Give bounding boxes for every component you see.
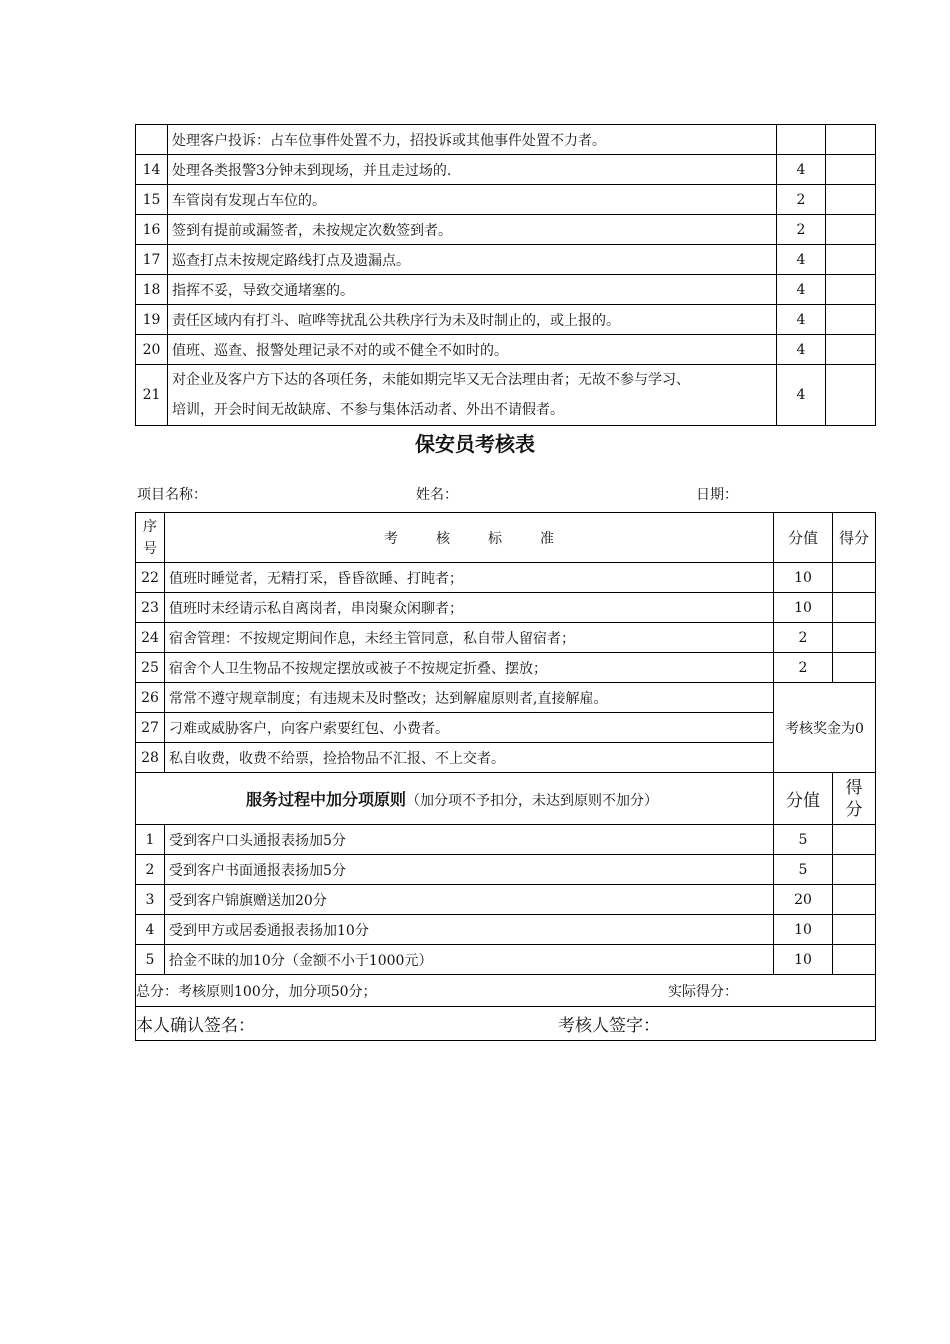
signature-cell — [136, 1007, 876, 1041]
row-number: 17 — [136, 245, 168, 275]
table-row — [136, 125, 876, 155]
self-signature-label: 本人确认签名： — [136, 1016, 255, 1036]
header-criteria-char: 准 — [540, 530, 554, 547]
row-score: 2 — [774, 653, 833, 683]
row-criteria: 受到客户书面通报表扬加5分 — [165, 855, 774, 885]
table-row — [136, 885, 876, 915]
bonus-title: 服务过程中加分项原则 — [246, 790, 407, 809]
row-got-score[interactable] — [833, 563, 876, 593]
bonus-note: （加分项不予扣分，未达到原则不加分） — [406, 793, 659, 809]
row-score: 4 — [777, 275, 826, 305]
row-got-score[interactable] — [833, 885, 876, 915]
row-score: 2 — [777, 215, 826, 245]
row-number: 25 — [136, 653, 165, 683]
row-score: 20 — [774, 885, 833, 915]
table-row — [136, 155, 876, 185]
assessment-table — [135, 512, 876, 1041]
row-number: 20 — [136, 335, 168, 365]
row-criteria: 处理各类报警3分钟未到现场，并且走过场的. — [168, 155, 777, 185]
row-got-score[interactable] — [826, 365, 876, 426]
bonus-header-got-score — [833, 773, 876, 825]
row-score: 10 — [774, 945, 833, 975]
dismissal-note: 考核奖金为0 — [774, 683, 876, 773]
row-criteria-line: 培训，开会时间无故缺席、不参与集体活动者、外出不请假者。 — [172, 402, 564, 418]
row-number: 27 — [136, 713, 165, 743]
row-criteria: 受到客户锦旗赠送加20分 — [165, 885, 774, 915]
row-number: 16 — [136, 215, 168, 245]
project-name-label: 项目名称： — [137, 487, 207, 503]
row-number: 4 — [136, 915, 165, 945]
header-criteria — [165, 513, 774, 563]
header-number-line: 号 — [143, 540, 157, 557]
table-row — [136, 365, 876, 426]
bonus-header-got-line: 得 — [845, 777, 863, 798]
table-row — [136, 825, 876, 855]
name-label: 姓名： — [416, 487, 458, 503]
row-score: 4 — [777, 305, 826, 335]
row-score: 10 — [774, 915, 833, 945]
row-criteria: 常常不遵守规章制度；有违规未及时整改；达到解雇原则者,直接解雇。 — [165, 683, 774, 713]
row-criteria — [168, 365, 777, 426]
reviewer-signature-label: 考核人签字： — [558, 1016, 660, 1036]
row-number: 1 — [136, 825, 165, 855]
header-number-line: 序 — [143, 518, 157, 535]
header-score: 分值 — [774, 513, 833, 563]
row-criteria: 宿舍管理：不按规定期间作息，未经主管同意，私自带人留宿者； — [165, 623, 774, 653]
table-row — [136, 915, 876, 945]
row-score: 2 — [777, 185, 826, 215]
table-row — [136, 713, 876, 743]
row-score: 4 — [777, 155, 826, 185]
bonus-header-row — [136, 773, 876, 825]
row-criteria: 私自收费，收费不给票，捡拾物品不汇报、不上交者。 — [165, 743, 774, 773]
page-title: 保安员考核表 — [415, 432, 535, 456]
table-row — [136, 215, 876, 245]
row-got-score[interactable] — [833, 945, 876, 975]
table-row — [136, 245, 876, 275]
row-criteria: 刁难或威胁客户，向客户索要红包、小费者。 — [165, 713, 774, 743]
table-row — [136, 653, 876, 683]
total-label: 总分：考核原则100分，加分项50分； — [136, 983, 377, 1000]
header-criteria-char: 考 — [384, 530, 398, 547]
row-number: 26 — [136, 683, 165, 713]
table-row — [136, 185, 876, 215]
row-number: 24 — [136, 623, 165, 653]
row-criteria: 车管岗有发现占车位的。 — [168, 185, 777, 215]
row-number: 19 — [136, 305, 168, 335]
header-criteria-char: 标 — [488, 530, 502, 547]
row-number: 15 — [136, 185, 168, 215]
row-score: 4 — [777, 365, 826, 426]
row-got-score[interactable] — [826, 305, 876, 335]
row-got-score[interactable] — [833, 915, 876, 945]
bonus-header — [136, 773, 774, 825]
row-got-score[interactable] — [833, 653, 876, 683]
table-row — [136, 305, 876, 335]
row-criteria: 值班时未经请示私自离岗者，串岗聚众闲聊者； — [165, 593, 774, 623]
row-score: 4 — [777, 335, 826, 365]
row-criteria: 受到客户口头通报表扬加5分 — [165, 825, 774, 855]
row-got-score[interactable] — [826, 185, 876, 215]
row-got-score[interactable] — [826, 245, 876, 275]
table-row — [136, 593, 876, 623]
table-row — [136, 743, 876, 773]
row-got-score[interactable] — [833, 593, 876, 623]
header-number — [136, 513, 165, 563]
row-got-score[interactable] — [833, 623, 876, 653]
row-number: 5 — [136, 945, 165, 975]
total-cell — [136, 975, 876, 1007]
row-criteria: 责任区域内有打斗、喧哗等扰乱公共秩序行为未及时制止的，或上报的。 — [168, 305, 777, 335]
row-criteria: 宿舍个人卫生物品不按规定摆放或被子不按规定折叠、摆放； — [165, 653, 774, 683]
table-row — [136, 275, 876, 305]
row-criteria: 值班、巡查、报警处理记录不对的或不健全不如时的。 — [168, 335, 777, 365]
row-criteria: 巡查打点未按规定路线打点及遗漏点。 — [168, 245, 777, 275]
criteria-table-continued — [135, 124, 876, 426]
total-row — [136, 975, 876, 1007]
row-criteria: 拾金不昧的加10分（金额不小于1000元） — [165, 945, 774, 975]
row-got-score[interactable] — [826, 275, 876, 305]
row-score: 10 — [774, 593, 833, 623]
row-score — [777, 125, 826, 155]
row-number: 14 — [136, 155, 168, 185]
row-number: 3 — [136, 885, 165, 915]
table-header-row — [136, 513, 876, 563]
row-number: 21 — [136, 365, 168, 426]
signature-row — [136, 1007, 876, 1041]
row-score: 5 — [774, 855, 833, 885]
date-label: 日期： — [696, 487, 738, 503]
table-row — [136, 855, 876, 885]
row-got-score[interactable] — [826, 335, 876, 365]
actual-score-label: 实际得分： — [668, 983, 738, 1000]
row-number: 28 — [136, 743, 165, 773]
table-row — [136, 563, 876, 593]
row-got-score[interactable] — [826, 125, 876, 155]
row-score: 10 — [774, 563, 833, 593]
row-got-score[interactable] — [826, 155, 876, 185]
row-criteria-line: 对企业及客户方下达的各项任务，未能如期完毕又无合法理由者；无故不参与学习、 — [172, 372, 690, 388]
row-got-score[interactable] — [833, 825, 876, 855]
row-number: 2 — [136, 855, 165, 885]
table-row — [136, 683, 876, 713]
row-got-score[interactable] — [826, 215, 876, 245]
table-row — [136, 335, 876, 365]
table-row — [136, 945, 876, 975]
row-criteria: 受到甲方或居委通报表扬加10分 — [165, 915, 774, 945]
row-score: 2 — [774, 623, 833, 653]
row-number: 23 — [136, 593, 165, 623]
row-score: 5 — [774, 825, 833, 855]
row-score: 4 — [777, 245, 826, 275]
row-number — [136, 125, 168, 155]
row-criteria: 签到有提前或漏签者，未按规定次数签到者。 — [168, 215, 777, 245]
row-criteria: 指挥不妥，导致交通堵塞的。 — [168, 275, 777, 305]
row-criteria: 处理客户投诉：占车位事件处置不力，招投诉或其他事件处置不力者。 — [168, 125, 777, 155]
bonus-header-score: 分值 — [774, 773, 833, 825]
row-number: 22 — [136, 563, 165, 593]
table-row — [136, 623, 876, 653]
row-got-score[interactable] — [833, 855, 876, 885]
row-number: 18 — [136, 275, 168, 305]
header-got-score: 得分 — [833, 513, 876, 563]
header-criteria-char: 核 — [436, 530, 450, 547]
row-criteria: 值班时睡觉者，无精打采，昏昏欲睡、打盹者； — [165, 563, 774, 593]
bonus-header-got-line: 分 — [845, 799, 863, 820]
